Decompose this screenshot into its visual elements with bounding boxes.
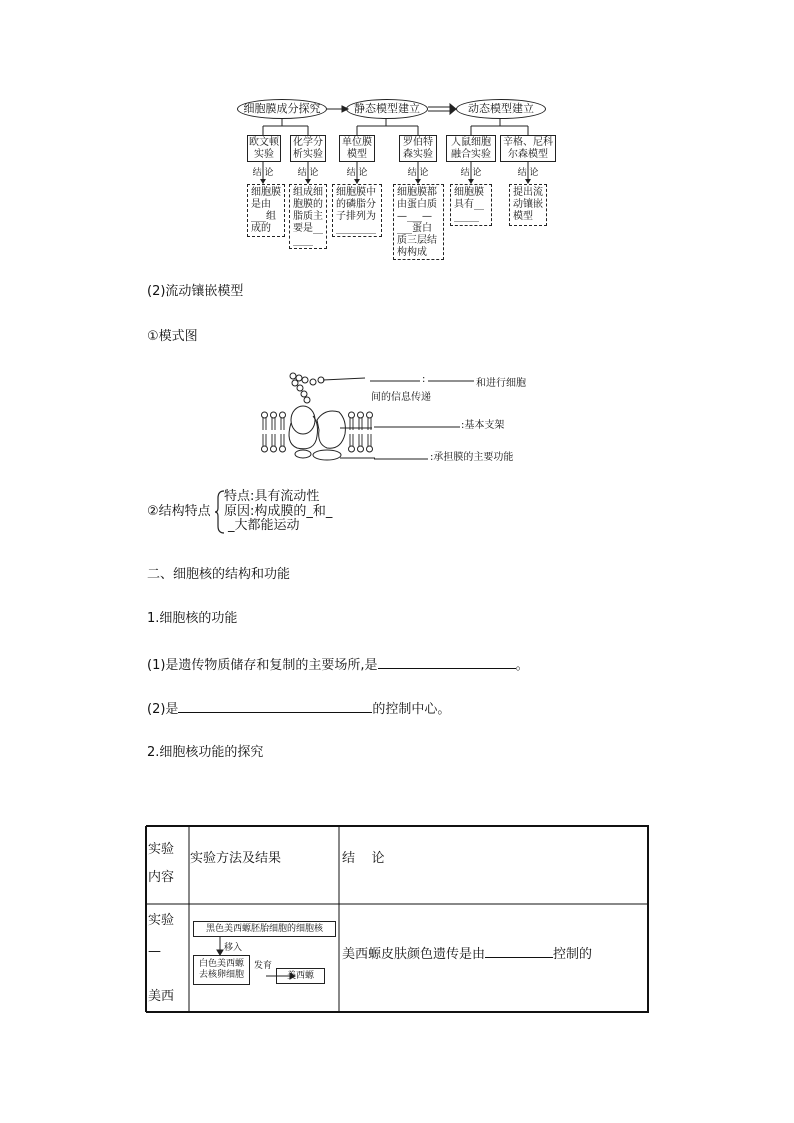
structure-reason-1: 原因:构成膜的_和_ <box>224 504 333 519</box>
exp-overton: 欧文顿 实验 <box>249 137 279 160</box>
box-white-egg: 白色美西螈 去核卵细胞 <box>193 955 250 985</box>
stage-membrane-components: 细胞膜成分探究 <box>237 99 327 119</box>
exp-unit-membrane: 单位膜 模型 <box>339 135 375 162</box>
conclusion-label: 结 论 <box>252 168 274 178</box>
section-fluid-mosaic: (2)流动镶嵌模型 <box>147 284 244 299</box>
arrow-label-transfer: 移入 <box>224 943 243 953</box>
row-1-conclusion <box>342 944 592 964</box>
conclusion-box-2: 组成细 胞膜的 脂质主 要是__ ____ <box>289 184 327 249</box>
annotation-1-suffix: 和进行细胞 <box>476 378 526 389</box>
conclusion-box-4: 细胞膜都 由蛋白质 —___— ___蛋白 质三层结 构构成 <box>393 184 444 260</box>
nucleus-explore-title: 2.细胞核功能的探究 <box>147 745 264 760</box>
exp-cell-fusion: 人鼠细胞 融合实验 <box>446 135 496 162</box>
item-2-prefix: (2)是 <box>147 702 179 717</box>
structure-feature: 特点:具有流动性 <box>224 489 320 504</box>
annotation-1-separator: : <box>422 374 426 385</box>
structure-label: ②结构特点 <box>147 504 211 519</box>
conclusion-box-1: 细胞膜 是由 ___组 成的 <box>247 184 285 237</box>
annotation-2-suffix: :基本支架 <box>461 420 505 431</box>
stage-static-model: 静态模型建立 <box>346 99 428 119</box>
header-method-result: 实验方法及结果 <box>190 851 282 866</box>
conclusion-label: 结 论 <box>346 168 368 178</box>
blank-3[interactable] <box>485 944 553 958</box>
model-diagram-label: ①模式图 <box>147 329 198 344</box>
row-1-name-3: 美西 <box>148 989 175 1004</box>
row-1-name-1: 实验 <box>148 913 175 928</box>
conclusion-label: 结 论 <box>517 168 539 178</box>
conclusion-suffix: 控制的 <box>553 947 593 962</box>
conclusion-label: 结 论 <box>297 168 319 178</box>
item-1-suffix: 。 <box>515 658 529 673</box>
conclusion-box-5: 细胞膜 具有__ _____ <box>450 184 492 226</box>
item-1-prefix: (1)是遗传物质储存和复制的主要场所,是 <box>147 658 378 673</box>
conclusion-label: 结 论 <box>407 168 429 178</box>
conclusion-box-3: 细胞膜中 的磷脂分 子排列为 ________ <box>332 184 382 237</box>
item-2-suffix: 的控制中心。 <box>372 702 451 717</box>
box-axolotl: 美西螈 <box>276 968 325 984</box>
conclusion-prefix: 美西螈皮肤颜色遗传是由 <box>342 947 486 962</box>
box-black-nucleus: 黑色美西螈胚胎细胞的细胞核 <box>193 921 336 937</box>
stage-dynamic-model: 动态模型建立 <box>456 99 546 119</box>
structure-reason-2: _大都能运动 <box>228 518 300 533</box>
arrow-label-develop: 发育 <box>254 961 273 971</box>
header-conclusion: 结 论 <box>342 851 385 866</box>
exp-singer-nicolson: 辛格、尼科 尔森模型 <box>500 135 556 162</box>
conclusion-box-6: 提出流 动镶嵌 模型 <box>509 184 547 226</box>
exp-chemical-analysis: 化学分 析实验 <box>290 135 326 162</box>
nucleus-function-title: 1.细胞核的功能 <box>147 611 238 626</box>
header-experiment-content: 实验 内容 <box>148 842 175 885</box>
row-1-name-2: — <box>148 944 161 959</box>
heading-nucleus: 二、细胞核的结构和功能 <box>147 567 291 582</box>
annotation-3-suffix: :承担膜的主要功能 <box>430 452 514 463</box>
exp-robertson: 罗伯特 森实验 <box>399 135 437 162</box>
annotation-1-line2: 间的信息传递 <box>371 392 431 403</box>
conclusion-label: 结 论 <box>460 168 482 178</box>
